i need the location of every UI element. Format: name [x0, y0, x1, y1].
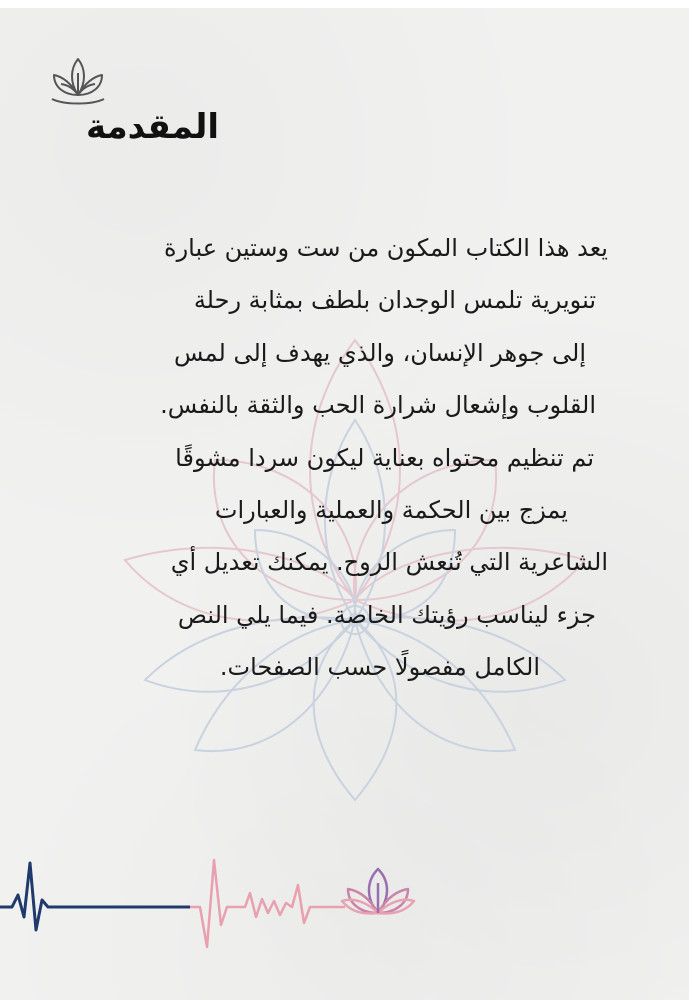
text-line: تم تنظيم محتواه بعناية ليكون سردا مشوقًا: [175, 443, 594, 472]
heartbeat-line: [0, 855, 693, 965]
lotus-icon: [48, 55, 108, 107]
page-title: المقدمة: [86, 107, 219, 147]
text-line: يعد هذا الكتاب المكون من ست وستين عبارة: [164, 234, 608, 262]
text-line: يمزج بين الحكمة والعملية والعبارات: [214, 496, 568, 525]
lotus-icon: [342, 869, 414, 914]
introduction-text: [68, 222, 608, 694]
text-line: إلى جوهر الإنسان، والذي يهدف إلى لمس: [174, 338, 586, 367]
text-line: الشاعرية التي تُنعش الروح. يمكنك تعديل أي: [170, 548, 608, 577]
top-border: [0, 0, 693, 8]
text-line: الكامل مفصولًا حسب الصفحات.: [219, 653, 540, 682]
text-line: جزء ليناسب رؤيتك الخاصة. فيما يلي النص: [177, 600, 596, 629]
text-line: تنويرية تلمس الوجدان بلطف بمثابة رحلة: [193, 286, 596, 315]
right-border: [689, 0, 693, 1000]
text-line: القلوب وإشعال شرارة الحب والثقة بالنفس.: [160, 391, 596, 420]
